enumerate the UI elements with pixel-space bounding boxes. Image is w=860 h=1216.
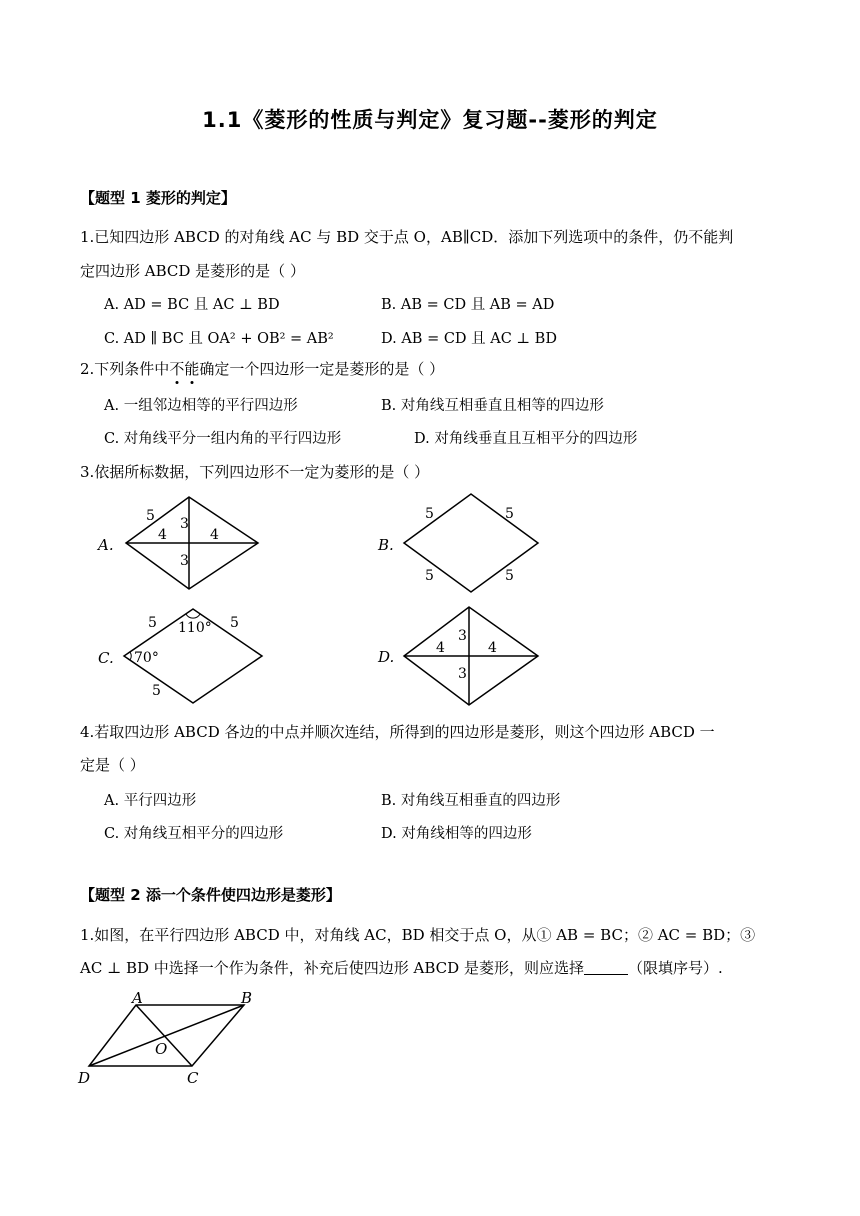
q1-option-d: D. AB = CD 且 AC ⊥ BD xyxy=(381,331,557,347)
q3-figure-b xyxy=(376,490,556,600)
s2-q1-figure xyxy=(74,990,274,1090)
s2-q1-text-part-b: （限填序号）. xyxy=(627,959,723,977)
fig-a-h1-label: 4 xyxy=(158,527,167,543)
q2-text xyxy=(80,358,444,379)
q3-figure-c xyxy=(96,605,276,705)
fig-d-v1-label: 3 xyxy=(458,628,467,644)
fig-b-side-2: 5 xyxy=(505,506,514,522)
q2-suffix: 确定一个四边形一定是菱形的是（ ） xyxy=(199,360,445,378)
fig-d-letter: D. xyxy=(378,648,395,666)
s2-q1-text-line1: 1.如图，在平行四边形 ABCD 中，对角线 AC，BD 相交于点 O，从① AB = BC；② AC = BD；③ xyxy=(80,926,756,944)
q2-emphasis-1: 不 xyxy=(169,360,185,378)
fig-b-side-3: 5 xyxy=(425,568,434,584)
vertex-label-d: D xyxy=(78,1069,91,1087)
q4-option-c: C. 对角线互相平分的四边形 xyxy=(104,826,284,842)
center-label-o: O xyxy=(155,1040,168,1058)
fig-d-h2-label: 4 xyxy=(488,640,497,656)
fig-c-side-1: 5 xyxy=(148,615,157,631)
q2-option-b: B. 对角线互相垂直且相等的四边形 xyxy=(381,398,604,414)
fig-d-v2-label: 3 xyxy=(458,666,467,682)
fig-b-side-1: 5 xyxy=(425,506,434,522)
q1-text-line2: 定四边形 ABCD 是菱形的是（ ） xyxy=(80,262,305,280)
vertex-label-a: A xyxy=(132,990,143,1007)
fig-c-side-2: 5 xyxy=(230,615,239,631)
answer-blank[interactable] xyxy=(584,960,628,975)
vertex-label-c: C xyxy=(187,1069,199,1087)
fig-c-letter: C. xyxy=(98,649,114,667)
q4-option-a: A. 平行四边形 xyxy=(104,793,197,809)
vertex-label-b: B xyxy=(241,990,253,1007)
fig-b-side-4: 5 xyxy=(505,568,514,584)
q1-text-line1: 1.已知四边形 ABCD 的对角线 AC 与 BD 交于点 O，AB∥CD．添加下列选项中的条件，仍不能判 xyxy=(80,228,734,246)
q4-option-d: D. 对角线相等的四边形 xyxy=(381,826,532,842)
s2-q1-text-part-a: AC ⊥ BD 中选择一个作为条件，补充后使四边形 ABCD 是菱形，则应选择 xyxy=(80,959,584,977)
fig-c-side-3: 5 xyxy=(152,683,161,699)
fig-c-angle-arc-left xyxy=(130,652,131,660)
q2-option-d: D. 对角线垂直且互相平分的四边形 xyxy=(414,431,638,447)
fig-c-angle-arc-top xyxy=(186,614,200,618)
fig-c-angle-70: 70° xyxy=(134,650,159,666)
section-2-header: 【题型 2 添一个条件使四边形是菱形】 xyxy=(80,886,341,904)
q3-figure-a xyxy=(96,492,276,602)
fig-d-h1-label: 4 xyxy=(436,640,445,656)
q2-option-c: C. 对角线平分一组内角的平行四边形 xyxy=(104,431,342,447)
fig-a-h2-label: 4 xyxy=(210,527,219,543)
q1-option-a: A. AD = BC 且 AC ⊥ BD xyxy=(104,297,280,313)
q4-option-b: B. 对角线互相垂直的四边形 xyxy=(381,793,561,809)
fig-a-side-label: 5 xyxy=(146,508,155,524)
q4-text-line1: 4.若取四边形 ABCD 各边的中点并顺次连结，所得到的四边形是菱形，则这个四边形 ABCD 一 xyxy=(80,723,715,741)
fig-c-angle-110: 110° xyxy=(178,620,212,636)
q1-option-b: B. AB = CD 且 AB = AD xyxy=(381,297,555,313)
q3-figure-d xyxy=(376,604,556,708)
q3-text: 3.依据所标数据，下列四边形不一定为菱形的是（ ） xyxy=(80,463,430,481)
q2-emphasis-2: 能 xyxy=(184,360,200,378)
q1-option-c: C. AD ∥ BC 且 OA² + OB² = AB² xyxy=(104,331,334,347)
fig-a-letter: A. xyxy=(98,536,114,554)
s2-q1-text-line2 xyxy=(80,957,723,978)
fig-a-v1-label: 3 xyxy=(180,516,189,532)
page-title: 1.1《菱形的性质与判定》复习题--菱形的判定 xyxy=(202,108,658,132)
fig-b-letter: B. xyxy=(378,536,394,554)
q2-option-a: A. 一组邻边相等的平行四边形 xyxy=(104,398,298,414)
fig-a-v2-label: 3 xyxy=(180,553,189,569)
q4-text-line2: 定是（ ） xyxy=(80,756,145,774)
section-1-header: 【题型 1 菱形的判定】 xyxy=(80,189,236,207)
q2-prefix: 2.下列条件中 xyxy=(80,360,170,378)
